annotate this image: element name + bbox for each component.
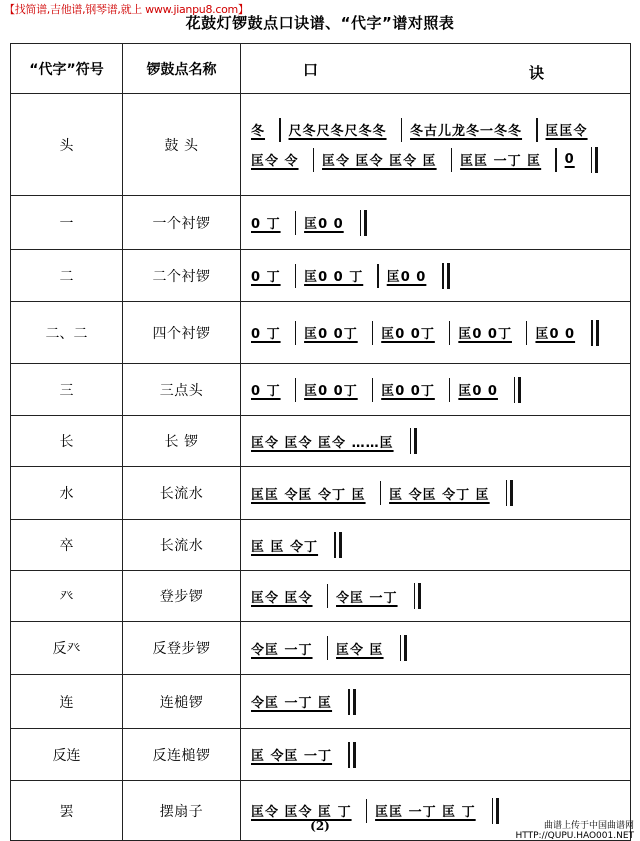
barline (327, 584, 329, 608)
daizi-symbol: 头 (11, 94, 123, 196)
score-measure: 匡匡令 (545, 124, 588, 139)
barline (295, 264, 297, 288)
gong-drum-pattern-name: 反登步锣 (123, 622, 241, 675)
final-barline (591, 320, 599, 346)
score-measure: 0 丁 (251, 327, 281, 342)
score-measure: 匡0 0丁 (304, 327, 358, 342)
table-row (11, 571, 631, 622)
gong-drum-pattern-name: 四个衬锣 (123, 302, 241, 364)
table-row (11, 622, 631, 675)
score-line (249, 687, 624, 717)
final-barline (400, 635, 408, 661)
header-name: 锣鼓点名称 (123, 44, 241, 94)
footer-credit (516, 821, 634, 841)
barline (327, 636, 329, 660)
koujue-score (241, 364, 631, 416)
barline (377, 264, 379, 288)
gong-drum-pattern-name: 鼓 头 (123, 94, 241, 196)
gong-drum-pattern-name: 长 锣 (123, 416, 241, 467)
score-line (249, 426, 624, 456)
barline (449, 321, 451, 345)
site-banner[interactable]: 【找简谱,吉他谱,钢琴谱,就上 www.jianpu8.com】 (4, 3, 249, 16)
koujue-score (241, 416, 631, 467)
final-barline (410, 428, 418, 454)
table-row (11, 675, 631, 729)
score-measure: 匡令 匡令 (251, 590, 313, 606)
daizi-symbol: 卒 (11, 520, 123, 571)
final-barline (360, 210, 368, 236)
table-row (11, 196, 631, 250)
barline (313, 148, 315, 172)
score-measure: 0 丁 (251, 270, 281, 285)
gong-drum-pattern-name: 一个衬锣 (123, 196, 241, 250)
barline (295, 378, 297, 402)
daizi-symbol: 罢 (11, 781, 123, 841)
score-measure: 匡0 0丁 (381, 327, 435, 342)
daizi-symbol: 二、二 (11, 302, 123, 364)
score-measure: 冬古儿龙冬一冬冬 (410, 124, 523, 139)
table-header-row (11, 44, 631, 94)
table-row (11, 302, 631, 364)
score-line (249, 261, 624, 291)
score-line (249, 318, 624, 348)
score-measure: 匡匡 一丁 匡 (460, 154, 542, 169)
score-measure: 尺冬尺冬尺冬冬 (288, 124, 387, 139)
daizi-symbol: 连 (11, 675, 123, 729)
gong-drum-pattern-name: 长流水 (123, 520, 241, 571)
final-barline (334, 532, 342, 558)
page-title: 花鼓灯锣鼓点口诀谱、“代字”谱对照表 (185, 14, 455, 32)
barline (372, 321, 374, 345)
score-measure: 匡令 令 (251, 154, 299, 169)
score-measure: 匡0 0 (458, 384, 498, 399)
gong-drum-pattern-name: 反连槌锣 (123, 729, 241, 781)
score-line (249, 740, 624, 770)
barline (279, 118, 281, 142)
barline (555, 148, 557, 172)
score-measure: 令匡 一丁 (336, 590, 398, 606)
score-measure: 匡令 匡令 匡令 ……匡 (251, 435, 394, 451)
koujue-score (241, 622, 631, 675)
score-measure: 匡0 0 (535, 327, 576, 342)
gong-drum-pattern-name: 二个衬锣 (123, 250, 241, 302)
daizi-symbol: 三 (11, 364, 123, 416)
header-symbol: “代字”符号 (11, 44, 123, 94)
header-koujue-right: 诀 (529, 64, 545, 82)
final-barline (591, 147, 599, 173)
gong-drum-pattern-name: 三点头 (123, 364, 241, 416)
score-line (249, 478, 624, 508)
score-measure: 匡0 0丁 (381, 384, 435, 399)
gong-drum-pattern-name: 摆扇子 (123, 781, 241, 841)
score-measure: 匡0 0 丁 (304, 270, 364, 285)
header-koujue-left: 口 (303, 61, 319, 79)
barline (536, 118, 538, 142)
score-measure: 匡 令匡 一丁 (251, 749, 333, 764)
daizi-symbol: 水 (11, 467, 123, 520)
final-barline (348, 742, 356, 768)
score-measure: 匡0 0丁 (458, 327, 512, 342)
score-measure: 冬 (251, 124, 266, 139)
score-measure: 匡匡 一丁 匡 丁 (375, 805, 476, 820)
table-row (11, 467, 631, 520)
score-measure: 令匡 一丁 匡 (251, 696, 333, 711)
score-line (249, 530, 624, 560)
page-number: (2) (310, 819, 330, 833)
score-measure: 匡匡 令匡 令丁 匡 (251, 487, 366, 503)
barline (451, 148, 453, 172)
table-row (11, 729, 631, 781)
score-measure: 匡 令匡 令丁 匡 (389, 487, 490, 503)
score-measure: 匡 匡 令丁 (251, 539, 319, 555)
barline (295, 211, 297, 235)
barline (526, 321, 528, 345)
table-row (11, 520, 631, 571)
score-line (249, 115, 624, 145)
header-koujue (241, 44, 631, 94)
barline (372, 378, 374, 402)
koujue-score (241, 675, 631, 729)
notation-table (10, 43, 631, 841)
gong-drum-pattern-name: 连槌锣 (123, 675, 241, 729)
daizi-symbol: 癶 (11, 571, 123, 622)
score-line (249, 633, 624, 663)
footer-credit-line2: HTTP://QUPU.HAO001.NET (515, 831, 634, 841)
score-measure: 令匡 一丁 (251, 642, 313, 658)
score-measure: 匡0 0丁 (304, 384, 358, 399)
gong-drum-pattern-name: 登步锣 (123, 571, 241, 622)
final-barline (348, 689, 356, 715)
footer-credit-line1: 曲谱上传于中国曲谱网 (543, 821, 634, 831)
score-measure: 匡令 匡 (336, 642, 384, 658)
table-body (11, 94, 631, 841)
score-line (249, 145, 624, 175)
table-row (11, 250, 631, 302)
gong-drum-pattern-name: 长流水 (123, 467, 241, 520)
final-barline (442, 263, 450, 289)
barline (295, 321, 297, 345)
koujue-score (241, 196, 631, 250)
koujue-score (241, 302, 631, 364)
koujue-score (241, 467, 631, 520)
barline (449, 378, 451, 402)
score-measure: 匡令 匡令 匡 丁 (251, 805, 352, 820)
koujue-score (241, 571, 631, 622)
koujue-score (241, 729, 631, 781)
score-line (249, 375, 624, 405)
table-row (11, 94, 631, 196)
table-row (11, 364, 631, 416)
final-barline (506, 480, 514, 506)
daizi-symbol: 二 (11, 250, 123, 302)
final-barline (414, 583, 422, 609)
daizi-symbol: 反癶 (11, 622, 123, 675)
koujue-score (241, 250, 631, 302)
final-barline (514, 377, 522, 403)
score-measure: 匡0 0 (304, 217, 344, 232)
barline (380, 481, 382, 505)
score-measure: 0 丁 (251, 217, 281, 232)
daizi-symbol: 一 (11, 196, 123, 250)
score-measure: 匡令 匡令 匡令 匡 (322, 154, 437, 169)
koujue-score (241, 94, 631, 196)
score-measure: 0 丁 (251, 384, 281, 399)
koujue-score (241, 520, 631, 571)
table-row (11, 416, 631, 467)
barline (401, 118, 403, 142)
daizi-symbol: 长 (11, 416, 123, 467)
score-measure: 匡0 0 (386, 270, 427, 285)
score-measure: 0 (564, 152, 575, 167)
daizi-symbol: 反连 (11, 729, 123, 781)
score-line (249, 581, 624, 611)
score-line (249, 208, 624, 238)
